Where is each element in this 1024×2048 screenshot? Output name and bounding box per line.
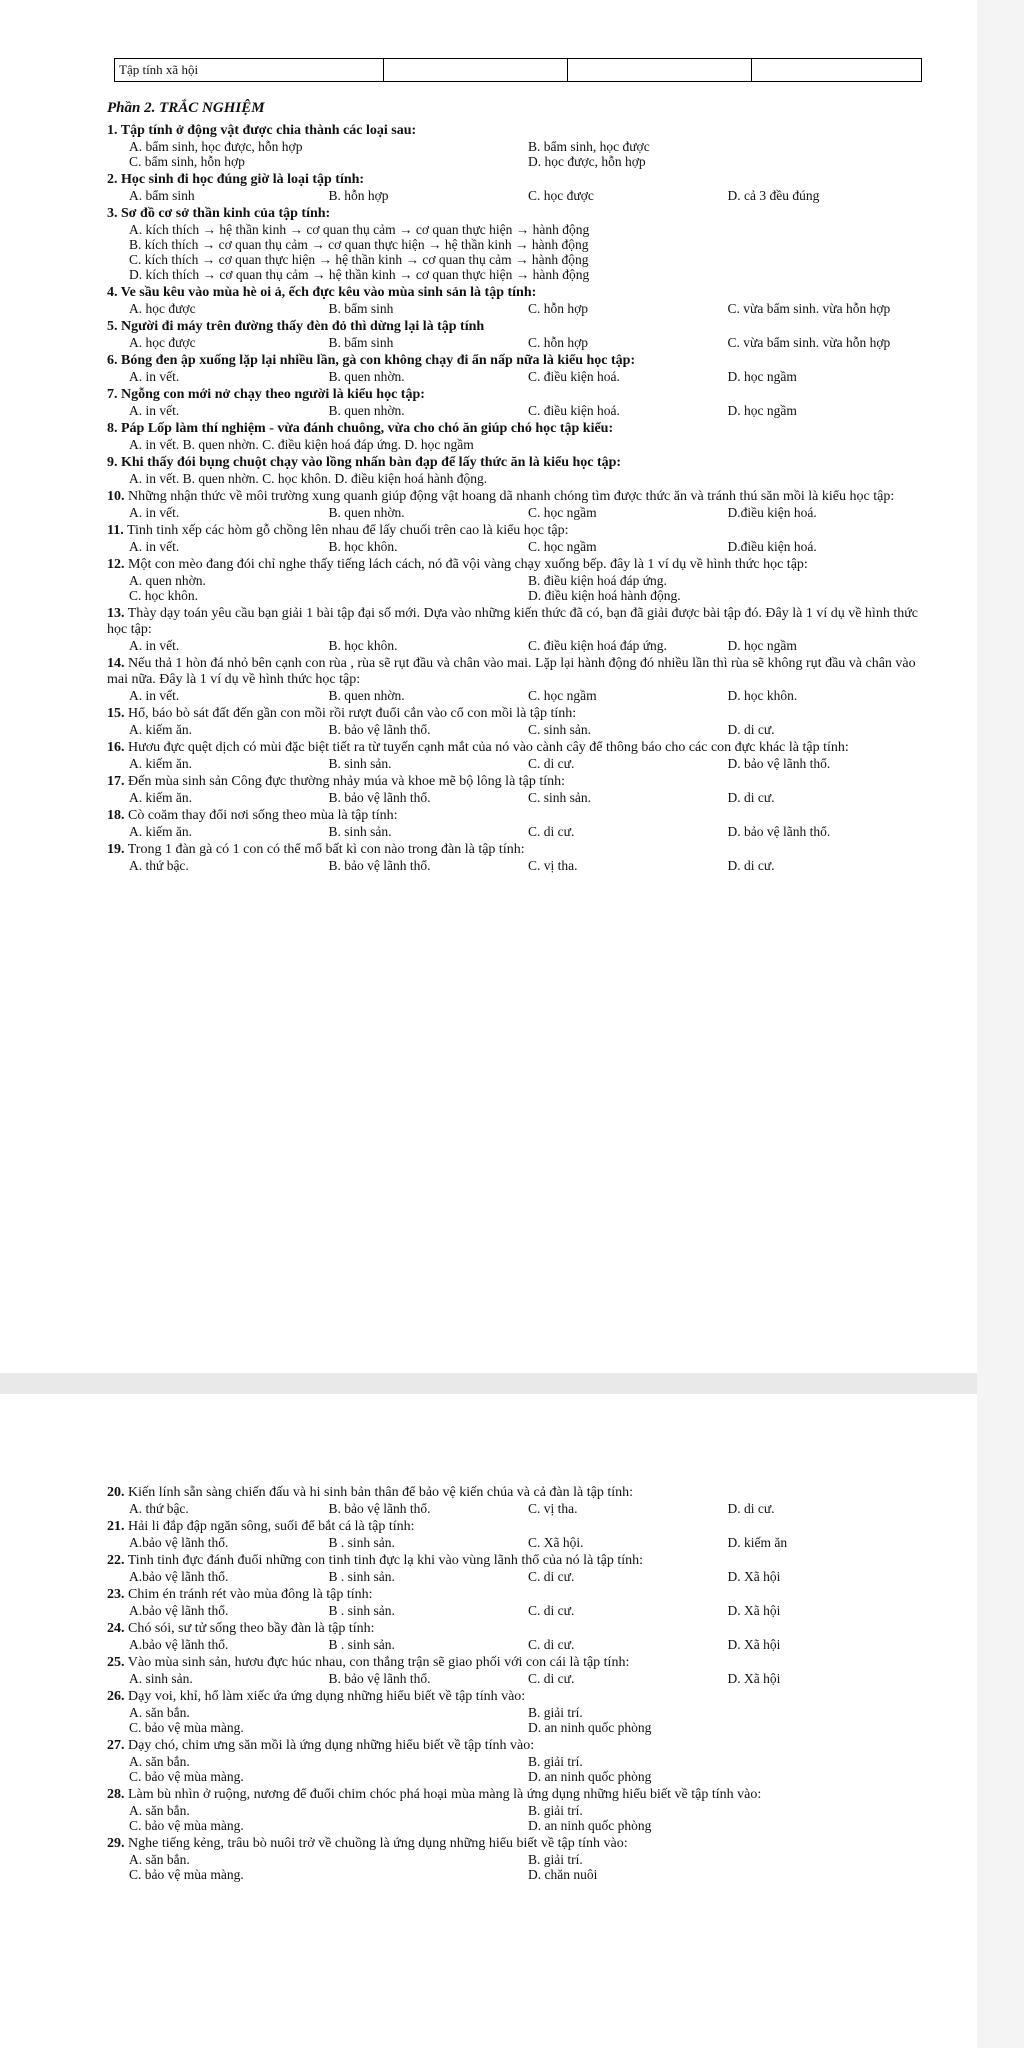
question-text: Nếu thả 1 hòn đá nhỏ bên cạnh con rùa , rùa sẽ rụt đầu và chân vào mai. Lặp lại hành động đó nhiều lần thì rùa sẽ không rụt đầu và chân vào mai nữa. Đây là 1 ví dụ về hình thức học tập:	[107, 656, 916, 687]
answer-options	[107, 222, 927, 282]
answer-option: D. cả 3 đều đúng	[727, 188, 820, 203]
question-text: Học sinh đi học đúng giờ là loại tập tính:	[121, 172, 365, 187]
answer-option: D. kiếm ăn	[727, 1535, 788, 1550]
answer-option: C. hỗn hợp	[528, 335, 589, 350]
question	[107, 1655, 927, 1686]
answer-options	[107, 1671, 927, 1686]
question-text: Đến mùa sinh sản Công đực thường nhảy múa và khoe mẽ bộ lông là tập tính:	[128, 774, 566, 789]
answer-option: A. in vết.	[129, 403, 180, 418]
answer-option: C. vị tha.	[528, 858, 578, 873]
answer-option: D. di cư.	[727, 1501, 775, 1516]
answer-option: A. săn bắn.	[129, 1754, 190, 1769]
answer-option: A. bẩm sinh	[129, 188, 195, 203]
answer-options	[107, 471, 927, 486]
question-text: Tinh tinh đực đánh đuổi những con tinh tinh đực lạ khi vào vùng lãnh thổ của nó là tập tính:	[127, 1553, 644, 1568]
question-text: Chim én tránh rét vào mùa đông là tập tính:	[128, 1587, 373, 1602]
answer-options	[107, 573, 927, 603]
answer-options	[107, 790, 927, 805]
question-list	[107, 123, 927, 873]
answer-option: B . sinh sản.	[328, 1603, 395, 1618]
answer-option: A. săn bắn.	[129, 1852, 190, 1867]
answer-option: D. chăn nuôi	[528, 1867, 598, 1882]
answer-options	[107, 1535, 927, 1550]
answer-option: D. học ngầm	[727, 369, 797, 384]
answer-option: A. bẩm sinh, học được, hỗn hợp	[129, 139, 303, 154]
question-stem	[107, 1738, 927, 1754]
answer-option: D. di cư.	[727, 722, 775, 737]
answer-option: B. bảo vệ lãnh thổ.	[328, 858, 431, 873]
question-text: Kiến lính sẵn sàng chiến đấu và hi sinh bản thân để bảo vệ kiến chúa và cả đàn là tập tính:	[128, 1485, 634, 1500]
answer-option: D. bảo vệ lãnh thổ.	[727, 756, 831, 771]
question-number: 3.	[107, 206, 118, 221]
question-stem	[107, 421, 927, 437]
question	[107, 606, 927, 653]
question-text: Sơ đồ cơ sở thần kinh của tập tính:	[121, 206, 331, 221]
question-number: 16.	[107, 740, 125, 755]
answer-option: B. sinh sản.	[328, 756, 392, 771]
answer-option: B. giải trí.	[528, 1754, 583, 1769]
question-number: 15.	[107, 706, 125, 721]
question-number: 2.	[107, 172, 118, 187]
answer-option: D. học ngầm	[727, 638, 797, 653]
answer-option: B. giải trí.	[528, 1852, 583, 1867]
answer-option: B. bẩm sinh	[328, 335, 394, 350]
question	[107, 706, 927, 737]
answer-option: D. Xã hội	[727, 1603, 781, 1618]
question-stem	[107, 842, 927, 858]
answer-option: C. Xã hội.	[528, 1535, 584, 1550]
question-stem	[107, 1836, 927, 1852]
question	[107, 285, 927, 316]
question-text: Làm bù nhìn ở ruộng, nương để đuổi chim chóc phá hoại mùa màng là ứng dụng những hiểu biết về tập tính vào:	[128, 1787, 762, 1802]
question-text: Tinh tinh xếp các hòm gỗ chồng lên nhau để lấy chuối trên cao là kiểu học tập:	[126, 523, 569, 538]
answer-option: B. hỗn hợp	[328, 188, 389, 203]
answer-option: D.điều kiện hoá.	[727, 505, 817, 520]
question-number: 17.	[107, 774, 125, 789]
answer-option: A. in vết. B. quen nhờn. C. điều kiện hoá đáp ứng. D. học ngầm	[129, 437, 474, 452]
answer-option: D. Xã hội	[727, 1671, 781, 1686]
answer-option: A. kiếm ăn.	[129, 790, 192, 805]
answer-option: A. săn bắn.	[129, 1803, 190, 1818]
answer-options	[107, 1754, 927, 1784]
question-text: Nghe tiếng kẻng, trâu bò nuôi trở về chuồng là ứng dụng những hiểu biết về tập tính vào:	[128, 1836, 628, 1851]
answer-option: C. điều kiện hoá.	[528, 369, 620, 384]
question-stem	[107, 1655, 927, 1671]
answer-option: A. sinh sản.	[129, 1671, 193, 1686]
question-number: 11.	[107, 523, 124, 538]
question	[107, 1485, 927, 1516]
answer-options	[107, 539, 927, 554]
answer-option: C. điều kiện hoá đáp ứng.	[528, 638, 667, 653]
answer-option: A. kiếm ăn.	[129, 722, 192, 737]
question-stem	[107, 706, 927, 722]
question-text: Hươu đực quệt dịch có mùi đặc biệt tiết ra từ tuyến cạnh mắt của nó vào cành cây để thông báo cho các con đực khác là tập tính:	[128, 740, 849, 755]
question	[107, 387, 927, 418]
answer-option: C. bảo vệ mùa màng.	[129, 1769, 244, 1784]
answer-option: A.bảo vệ lãnh thổ.	[129, 1637, 229, 1652]
page-2	[0, 1394, 977, 2048]
question-text: Một con mèo đang đói chỉ nghe thấy tiếng lách cách, nó đã vội vàng chạy xuống bếp. đây là 1 ví dụ về hình thức học tập:	[128, 557, 808, 572]
answer-option: D. Xã hội	[727, 1637, 781, 1652]
question-stem	[107, 557, 927, 573]
question-text: Dạy voi, khỉ, hổ làm xiếc ứa ứng dụng những hiểu biết về tập tính vào:	[128, 1689, 526, 1704]
question-number: 19.	[107, 842, 125, 857]
question-number: 12.	[107, 557, 125, 572]
question-number: 8.	[107, 421, 118, 436]
answer-option: C. học khôn.	[129, 588, 198, 603]
question-number: 14.	[107, 656, 125, 671]
answer-option: C. di cư.	[528, 1603, 575, 1618]
answer-options	[107, 1603, 927, 1618]
answer-option: B. học khôn.	[328, 539, 398, 554]
answer-option: A. học được	[129, 335, 196, 350]
question	[107, 353, 927, 384]
answer-option: B. quen nhờn.	[328, 688, 405, 703]
answer-option: B . sinh sản.	[328, 1569, 395, 1584]
question	[107, 656, 927, 703]
question	[107, 1587, 927, 1618]
answer-options	[107, 722, 927, 737]
table-cell-label: Tập tính xã hội	[115, 59, 384, 82]
answer-option: D. học khôn.	[727, 688, 798, 703]
answer-options	[107, 301, 927, 316]
question	[107, 206, 927, 282]
answer-option: A.bảo vệ lãnh thổ.	[129, 1603, 229, 1618]
answer-option: C. sinh sản.	[528, 722, 592, 737]
answer-option: A. kiếm ăn.	[129, 756, 192, 771]
answer-options	[107, 1501, 927, 1516]
question-stem	[107, 387, 927, 403]
question-stem	[107, 1519, 927, 1535]
answer-option: C. vừa bẩm sinh. vừa hỗn hợp	[727, 301, 891, 316]
answer-options	[107, 369, 927, 384]
question-text: Ngỗng con mới nở chạy theo người là kiểu học tập:	[121, 387, 425, 402]
answer-options	[107, 1852, 927, 1882]
question-stem	[107, 206, 927, 222]
question	[107, 1689, 927, 1735]
answer-option: D. di cư.	[727, 858, 775, 873]
question-stem	[107, 1689, 927, 1705]
question-number: 10.	[107, 489, 125, 504]
question-stem	[107, 808, 927, 824]
question-text: Chó sói, sư tử sống theo bầy đàn là tập tính:	[128, 1621, 375, 1636]
question-number: 9.	[107, 455, 118, 470]
table-cell	[384, 59, 568, 82]
answer-option: A. in vết.	[129, 539, 180, 554]
question-number: 13.	[107, 606, 125, 621]
question-number: 6.	[107, 353, 118, 368]
question-stem	[107, 319, 927, 335]
question	[107, 774, 927, 805]
question	[107, 740, 927, 771]
question-stem	[107, 1787, 927, 1803]
answer-option: D. an ninh quốc phòng	[528, 1720, 652, 1735]
answer-option: C. học ngầm	[528, 539, 597, 554]
question	[107, 1738, 927, 1784]
answer-option: C. kích thích → cơ quan thực hiện → hệ thần kinh → cơ quan thụ cảm → hành động	[129, 252, 589, 267]
question-text: Những nhận thức về môi trường xung quanh giúp động vật hoang dã nhanh chóng tìm được thức ăn và tránh thú săn mồi là kiểu học tập:	[128, 489, 895, 504]
answer-option: C. di cư.	[528, 756, 575, 771]
question	[107, 421, 927, 452]
question	[107, 808, 927, 839]
answer-option: A. thứ bậc.	[129, 858, 189, 873]
answer-option: D. an ninh quốc phòng	[528, 1818, 652, 1833]
summary-table	[114, 58, 922, 82]
answer-option: D. di cư.	[727, 790, 775, 805]
answer-option: C. bảo vệ mùa màng.	[129, 1867, 244, 1882]
question-text: Trong 1 đàn gà có 1 con có thể mổ bất kì con nào trong đàn là tập tính:	[127, 842, 525, 857]
question-number: 18.	[107, 808, 125, 823]
table-cell	[752, 59, 922, 82]
answer-option: C. di cư.	[528, 1637, 575, 1652]
question-number: 1.	[107, 123, 118, 138]
question-stem	[107, 455, 927, 471]
answer-option: A. quen nhờn.	[129, 573, 206, 588]
question-text: Ve sầu kêu vào mùa hè oi ả, ếch đực kêu vào mùa sinh sản là tập tính:	[120, 285, 537, 300]
question-stem	[107, 489, 927, 505]
answer-option: D.điều kiện hoá.	[727, 539, 817, 554]
question	[107, 842, 927, 873]
page-2-content	[107, 1482, 927, 1882]
answer-option: D. bảo vệ lãnh thổ.	[727, 824, 831, 839]
question-number: 24.	[107, 1621, 125, 1636]
answer-option: B. bảo vệ lãnh thổ.	[328, 722, 431, 737]
answer-options	[107, 1569, 927, 1584]
answer-options	[107, 1803, 927, 1833]
question	[107, 1836, 927, 1882]
question	[107, 123, 927, 169]
answer-option: A. thứ bậc.	[129, 1501, 189, 1516]
answer-option: D. Xã hội	[727, 1569, 781, 1584]
answer-option: D. kích thích → cơ quan thụ cảm → hệ thần kinh → cơ quan thực hiện → hành động	[129, 267, 590, 282]
question-number: 7.	[107, 387, 118, 402]
question-number: 20.	[107, 1485, 125, 1500]
answer-options	[107, 505, 927, 520]
answer-option: C. sinh sản.	[528, 790, 592, 805]
answer-option: B. bảo vệ lãnh thổ.	[328, 1671, 431, 1686]
question	[107, 1553, 927, 1584]
question-number: 28.	[107, 1787, 125, 1802]
question-number: 23.	[107, 1587, 125, 1602]
answer-option: A.bảo vệ lãnh thổ.	[129, 1535, 229, 1550]
question-number: 22.	[107, 1553, 125, 1568]
scrollbar-gutter[interactable]	[977, 0, 1024, 2048]
answer-option: A. kiếm ăn.	[129, 824, 192, 839]
answer-option: D. an ninh quốc phòng	[528, 1769, 652, 1784]
question-stem	[107, 1587, 927, 1603]
answer-option: B. bảo vệ lãnh thổ.	[328, 1501, 431, 1516]
answer-option: A. in vết.	[129, 505, 180, 520]
question	[107, 1621, 927, 1652]
question-number: 29.	[107, 1836, 125, 1851]
answer-option: B. sinh sản.	[328, 824, 392, 839]
answer-options	[107, 188, 927, 203]
answer-option: C. vị tha.	[528, 1501, 578, 1516]
question-stem	[107, 1621, 927, 1637]
answer-options	[107, 638, 927, 653]
answer-option: A. kích thích → hệ thần kinh → cơ quan thụ cảm → cơ quan thực hiện → hành động	[129, 222, 590, 237]
page-1-content	[107, 58, 927, 873]
answer-options	[107, 403, 927, 418]
table-cell	[568, 59, 752, 82]
question	[107, 1787, 927, 1833]
answer-option: B. bảo vệ lãnh thổ.	[328, 790, 431, 805]
question-stem	[107, 123, 927, 139]
answer-option: A. in vết.	[129, 688, 180, 703]
answer-option: C. học ngầm	[528, 688, 597, 703]
answer-option: B . sinh sản.	[328, 1637, 395, 1652]
answer-option: C. bảo vệ mùa màng.	[129, 1818, 244, 1833]
answer-option: B. quen nhờn.	[328, 369, 405, 384]
question-stem	[107, 172, 927, 188]
question-stem	[107, 774, 927, 790]
answer-options	[107, 824, 927, 839]
question-list	[107, 1485, 927, 1882]
question-text: Hổ, báo bò sát đất đến gần con mồi rồi rượt đuổi cắn vào cổ con mồi là tập tính:	[128, 706, 577, 721]
question	[107, 489, 927, 520]
answer-option: B. giải trí.	[528, 1803, 583, 1818]
question-text: Páp Lốp làm thí nghiệm - vừa đánh chuông, vừa cho chó ăn giúp chó học tập kiểu:	[121, 421, 614, 436]
answer-option: B. giải trí.	[528, 1705, 583, 1720]
answer-option: B. học khôn.	[328, 638, 398, 653]
question-number: 4.	[107, 285, 118, 300]
answer-option: C. hỗn hợp	[528, 301, 589, 316]
question-number: 21.	[107, 1519, 125, 1534]
question-stem	[107, 1553, 927, 1569]
question-text: Tập tính ở động vật được chia thành các loại sau:	[120, 123, 417, 138]
question-stem	[107, 353, 927, 369]
answer-option: C. vừa bẩm sinh. vừa hỗn hợp	[727, 335, 891, 350]
question	[107, 523, 927, 554]
question-text: Bóng đen ập xuống lặp lại nhiều lần, gà con không chạy đi ẩn nấp nữa là kiểu học tập:	[121, 353, 636, 368]
question-number: 25.	[107, 1655, 125, 1670]
question-stem	[107, 1485, 927, 1501]
answer-option: B. điều kiện hoá đáp ứng.	[528, 573, 667, 588]
answer-option: A. học được	[129, 301, 196, 316]
answer-option: C. bảo vệ mùa màng.	[129, 1720, 244, 1735]
answer-option: A. in vết.	[129, 638, 180, 653]
answer-option: C. di cư.	[528, 824, 575, 839]
question-stem	[107, 523, 927, 539]
question-text: Khi thấy đói bụng chuột chạy vào lồng nhấn bàn đạp để lấy thức ăn là kiểu học tập:	[121, 455, 622, 470]
answer-options	[107, 688, 927, 703]
question	[107, 455, 927, 486]
answer-options	[107, 437, 927, 452]
question-stem	[107, 285, 927, 301]
question-stem	[107, 740, 927, 756]
answer-option: C. điều kiện hoá.	[528, 403, 620, 418]
question-number: 27.	[107, 1738, 125, 1753]
answer-option: A.bảo vệ lãnh thổ.	[129, 1569, 229, 1584]
answer-option: B. quen nhờn.	[328, 403, 405, 418]
answer-options	[107, 1705, 927, 1735]
answer-option: C. di cư.	[528, 1671, 575, 1686]
answer-option: C. bẩm sinh, hỗn hợp	[129, 154, 245, 169]
answer-option: A. in vết. B. quen nhờn. C. học khôn. D. điều kiện hoá hành động.	[129, 471, 488, 486]
answer-option: C. học ngầm	[528, 505, 597, 520]
answer-option: C. học được	[528, 188, 594, 203]
answer-option: B. kích thích → cơ quan thụ cảm → cơ quan thực hiện → hệ thần kinh → hành động	[129, 237, 589, 252]
answer-options	[107, 858, 927, 873]
question-text: Hải li đắp đập ngăn sông, suối để bắt cá là tập tính:	[128, 1519, 415, 1534]
answer-option: D. học được, hỗn hợp	[528, 154, 646, 169]
answer-option: A. in vết.	[129, 369, 180, 384]
question-stem	[107, 656, 927, 688]
section-title: Phần 2. TRẮC NGHIỆM	[107, 100, 265, 116]
answer-option: A. săn bắn.	[129, 1705, 190, 1720]
answer-options	[107, 756, 927, 771]
answer-option: C. di cư.	[528, 1569, 575, 1584]
question-text: Dạy chó, chim ưng săn mồi là ứng dụng những hiểu biết về tập tính vào:	[128, 1738, 535, 1753]
question-stem	[107, 606, 927, 638]
question	[107, 557, 927, 603]
question-text: Cò coăm thay đổi nơi sống theo mùa là tập tính:	[128, 808, 398, 823]
table-row	[115, 59, 922, 82]
answer-options	[107, 139, 927, 169]
question-number: 26.	[107, 1689, 125, 1704]
answer-option: D. điều kiện hoá hành động.	[528, 588, 681, 603]
answer-option: D. học ngầm	[727, 403, 797, 418]
question	[107, 172, 927, 203]
question	[107, 1519, 927, 1550]
question-text: Vào mùa sinh sản, hươu đực húc nhau, con thắng trận sẽ giao phối với con cái là tập tính:	[127, 1655, 630, 1670]
question-text: Người đi máy trên đường thấy đèn đỏ thì dừng lại là tập tính	[121, 319, 485, 334]
question	[107, 319, 927, 350]
question-text: Thày dạy toán yêu cầu bạn giải 1 bài tập đại số mới. Dựa vào những kiến thức đã có, bạn đã giải được bài tập đó. Đây là 1 ví dụ về hình thức học tập:	[107, 606, 919, 637]
answer-option: B . sinh sản.	[328, 1535, 395, 1550]
answer-option: B. quen nhờn.	[328, 505, 405, 520]
answer-options	[107, 335, 927, 350]
question-number: 5.	[107, 319, 118, 334]
answer-options	[107, 1637, 927, 1652]
answer-option: B. bẩm sinh, học được	[528, 139, 650, 154]
answer-option: B. bẩm sinh	[328, 301, 394, 316]
